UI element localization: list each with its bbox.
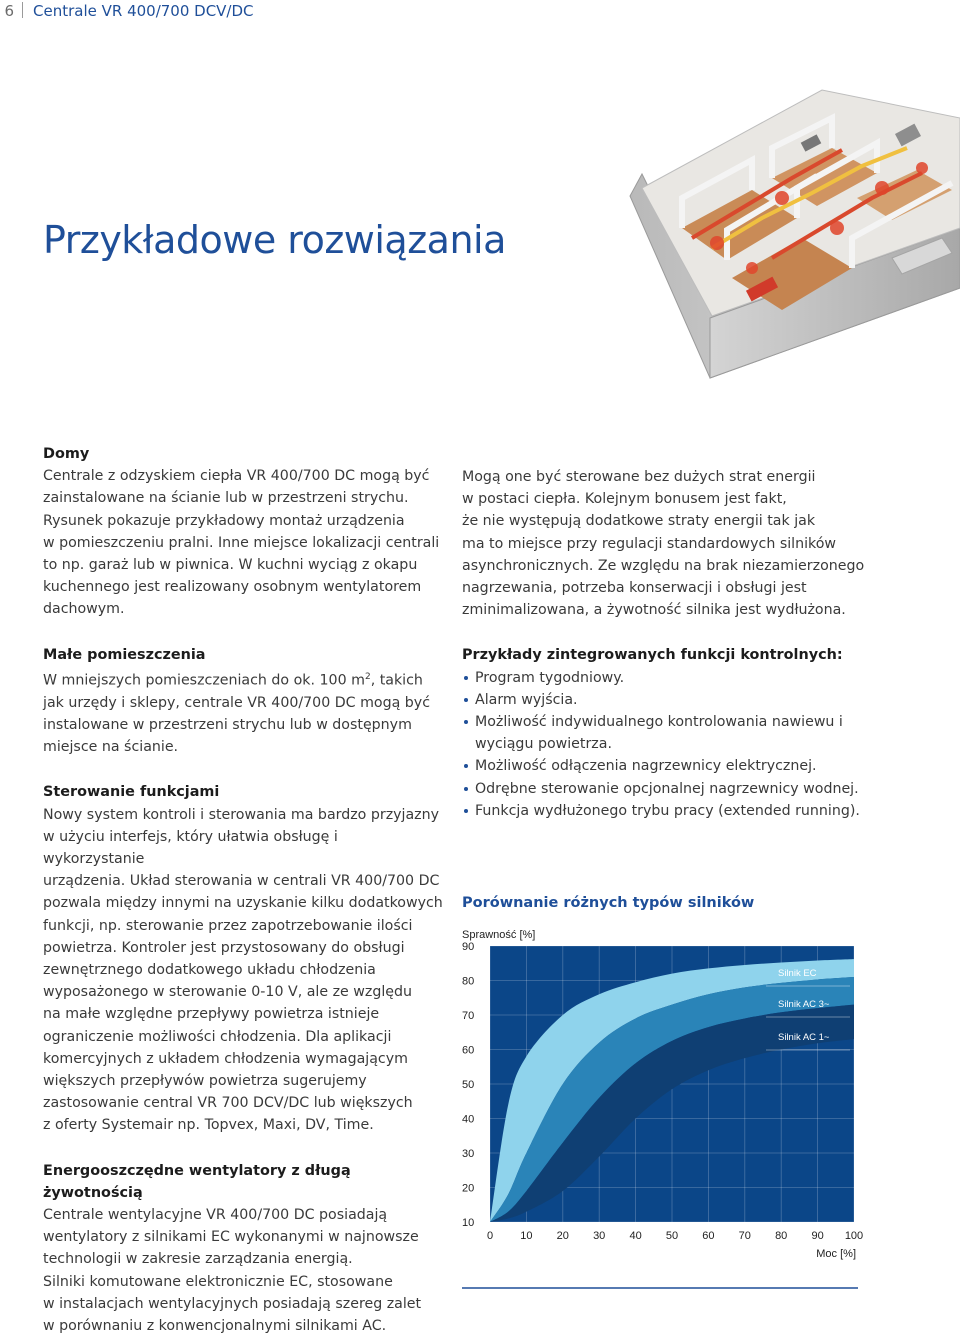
document-title: Centrale VR 400/700 DCV/DC (33, 2, 254, 20)
male-heading: Małe pomieszczenia (43, 646, 206, 663)
x-tick-label: 50 (665, 1230, 679, 1242)
paragraph-line: w instalacjach wentylacyjnych posiadają szereg zalet (43, 1295, 422, 1312)
x-tick-label: 80 (775, 1230, 788, 1242)
right-column (462, 466, 902, 822)
header-divider (22, 2, 23, 18)
paragraph-line: wyposażonego w sterowanie 0-10 V, ale ze względu (43, 984, 412, 1001)
y-tick-label: 20 (462, 1182, 475, 1195)
area-text: W mniejszych pomieszczeniach do ok. 100 m (43, 672, 365, 689)
paragraph-line: ograniczenie możliwości chłodzenia. Dla aplikacji (43, 1028, 392, 1045)
x-tick-label: 100 (844, 1230, 864, 1242)
list-item: Możliwość indywidualnego kontrolowania nawiewu i wyciągu powietrza. (462, 711, 855, 755)
paragraph-line: kuchennego jest realizowany osobnym wentylatorem (43, 579, 422, 596)
list-item: Odrębne sterowanie opcjonalnej nagrzewnicy wodnej. (462, 778, 902, 800)
paragraph-line: to np. garaż lub w piwnica. W kuchni wyciąg z okapu (43, 557, 418, 574)
paragraph-line: asynchronicznych. Ze względu na brak niezamierzonego (462, 557, 865, 574)
paragraph-line: urządzenia. Układ sterowania w centrali VR 400/700 DC (43, 873, 440, 890)
energo-heading: Energooszczędne wentylatory z długą żywotnością (43, 1162, 351, 1201)
y-tick-label: 60 (462, 1044, 475, 1057)
list-item: Możliwość odłączenia nagrzewnicy elektrycznej. (462, 755, 902, 777)
page-title: Przykładowe rozwiązania (43, 218, 506, 262)
chart-title: Porównanie różnych typów silników (462, 895, 755, 911)
paragraph-line: w użyciu interfejs, który ułatwia obsługę i wykorzystanie (43, 828, 338, 867)
efficiency-chart (458, 922, 864, 1292)
legend-label: Silnik AC 1~ (778, 1032, 830, 1043)
paragraph-line: Silniki komutowane elektronicznie EC, stosowane (43, 1273, 393, 1290)
list-item: Funkcja wydłużonego trybu pracy (extended running). (462, 800, 902, 822)
paragraph-line: technologii w zakresie zarządzania energią. (43, 1251, 353, 1268)
x-tick-label: 0 (486, 1230, 494, 1242)
y-tick-label: 50 (462, 1079, 475, 1091)
paragraph-line: że nie występują dodatkowe straty energii tak jak (462, 513, 816, 530)
paragraph-line: na małe względne przepływy powietrza istnieje (43, 1006, 380, 1023)
x-tick-label: 20 (556, 1230, 569, 1242)
paragraph-line: nagrzewania, potrzeba konserwacji i obsługi jest (462, 580, 807, 597)
x-tick-label: 30 (593, 1230, 606, 1242)
x-tick-label: 70 (738, 1230, 751, 1242)
paragraph-line: komercyjnych z układem chłodzenia wymagającym (43, 1050, 408, 1067)
paragraph-line: ma to miejsce przy regulacji standardowych silników (462, 535, 837, 552)
paragraph-line: w porównaniu z konwencjonalnymi silnikami AC. (43, 1318, 387, 1335)
sterowanie-heading: Sterowanie funkcjami (43, 784, 220, 801)
list-item: Program tygodniowy. (462, 667, 902, 689)
functions-list (462, 667, 902, 822)
house-cutaway-illustration (622, 78, 960, 396)
y-tick-label: 90 (462, 941, 475, 953)
paragraph-line: z oferty Systemair np. Topvex, Maxi, DV, Time. (43, 1117, 374, 1134)
list-item: Alarm wyjścia. (462, 689, 902, 711)
superscript: 2 (364, 671, 371, 682)
left-column (43, 443, 443, 1337)
x-tick-label: 60 (702, 1230, 715, 1242)
y-tick-label: 80 (462, 975, 475, 988)
x-tick-label: 90 (811, 1230, 824, 1242)
legend-label: Silnik AC 3~ (778, 999, 830, 1010)
paragraph-line: powietrza. Kontroler jest przystosowany do obsługi (43, 939, 405, 956)
paragraph-line: funkcji, np. sterowanie przez zapotrzebowanie ilości (43, 917, 413, 934)
legend-label: Silnik EC (778, 968, 817, 979)
area-text-end: , takich (370, 672, 423, 689)
paragraph-line: pozwala między innymi na uzyskanie kilku dodatkowych (43, 895, 443, 912)
paragraph-line: zainstalowane na ścianie lub w przestrzeni strychu. (43, 490, 409, 507)
domy-heading: Domy (43, 446, 90, 462)
paragraph-line: w postaci ciepła. Kolejnym bonusem jest fakt, (462, 491, 787, 508)
paragraph-line: miejsce na ścianie. (43, 739, 179, 756)
paragraph-line: zastosowanie central VR 700 DCV/DC lub większych (43, 1095, 413, 1112)
page-header (0, 2, 254, 20)
x-tick-label: 40 (629, 1230, 642, 1242)
paragraph-line: większych przepływów powietrza sugerujemy (43, 1073, 367, 1090)
paragraph-line: wentylatory z silnikami EC wykonanymi w najnowsze (43, 1229, 419, 1246)
x-axis-label: Moc [%] (816, 1248, 856, 1260)
paragraph-line: zminimalizowana, a żywotność silnika jest wydłużona. (462, 602, 846, 619)
paragraph-line: Centrale wentylacyjne VR 400/700 DC posiadają (43, 1207, 388, 1224)
x-tick-label: 10 (520, 1230, 533, 1242)
y-axis-label: Sprawność [%] (462, 929, 536, 941)
paragraph-line: jak urzędy i sklepy, centrale VR 400/700 DC mogą być (43, 694, 430, 711)
paragraph-line (43, 666, 443, 692)
page-number: 6 (4, 2, 14, 20)
y-tick-label: 30 (462, 1148, 475, 1160)
paragraph-line: w pomieszczeniu pralni. Inne miejsce lokalizacji centrali (43, 534, 440, 551)
paragraph-line: Centrale z odzyskiem ciepła VR 400/700 DC mogą być (43, 468, 430, 485)
paragraph-line: instalowane w przestrzeni strychu lub w dostępnym (43, 716, 412, 733)
y-tick-label: 70 (462, 1010, 475, 1022)
paragraph-line: Mogą one być sterowane bez dużych strat energii (462, 469, 816, 485)
paragraph-line: dachowym. (43, 601, 125, 618)
przyklady-heading: Przykłady zintegrowanych funkcji kontrolnych: (462, 647, 843, 664)
paragraph-line: zewnętrznego dodatkowego układu chłodzenia (43, 962, 376, 978)
paragraph-line: Rysunek pokazuje przykładowy montaż urządzenia (43, 512, 405, 529)
paragraph-line: Nowy system kontroli i sterowania ma bardzo przyjazny (43, 806, 440, 823)
y-tick-label: 10 (462, 1217, 475, 1229)
y-tick-label: 40 (462, 1113, 475, 1126)
